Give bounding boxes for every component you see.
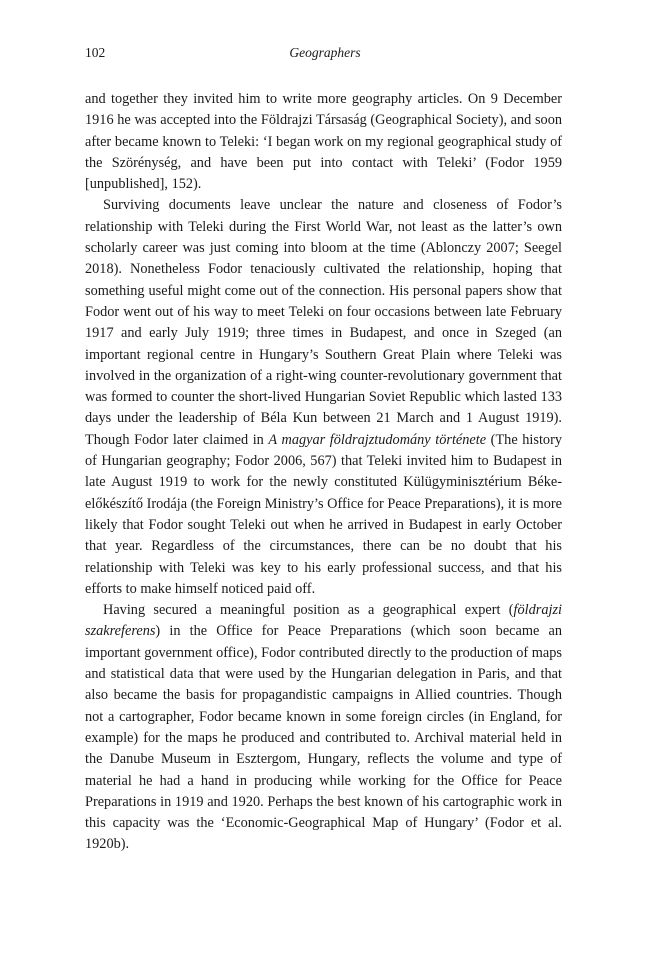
body-text xyxy=(85,89,562,856)
paragraph-3 xyxy=(85,600,562,856)
paragraph-3-term: földrajzi szakreferens xyxy=(85,602,562,640)
paragraph-2-book-title: A magyar földrajztudomány története xyxy=(268,431,487,448)
paragraph-3-text-a: Having secured a meaningful position as a geographical expert ( xyxy=(103,602,514,619)
paragraph-2 xyxy=(85,195,562,600)
paragraph-2-text-a: Surviving documents leave unclear the nature and closeness of Fodor’s relationship with Teleki during the First World War, not least as the latter’s own scholarly career was just coming into bloom at the time (Ablonczy 2007; Seegel 2018). Nonetheless Fodor tenaciously cultivated the relationship, hoping that something useful might come out of the connection. His personal papers show that Fodor went out of his way to meet Teleki on four occasions between late February 1917 and early July 1919; three times in Budapest, and once in Szeged (an important regional centre in Hungary’s Southern Great Plain where Teleki was involved in the organization of a right-wing counter-revolutionary government that was formed to counter the short-lived Hungarian Soviet Republic which lasted 133 days under the leadership of Béla Kun between 21 March and 1 August 1919). Though Fodor later claimed in xyxy=(85,197,562,448)
page-number: 102 xyxy=(85,45,106,60)
paragraph-3-text-b: ) in the Office for Peace Preparations (which soon became an important government office), Fodor contributed directly to the production of maps and statistical data that were used by the Hungarian delegation in Paris, and that also became the basis for propagandistic campaigns in Allied countries. Though not a cartographer, Fodor became known in some foreign circles (in England, for example) for the maps he produced and contributed to. Archival material held in the Danube Museum in Esztergom, Hungary, reflects the volume and type of material he had a hand in producing while working for the Office for Peace Preparations in 1919 and 1920. Perhaps the best known of his cartographic work in this capacity was the ‘Economic-Geographical Map of Hungary’ (Fodor et al. 1920b). xyxy=(85,623,562,853)
paragraph-1-text: and together they invited him to write more geography articles. On 9 December 1916 he was accepted into the Földrajzi Társaság (Geographical Society), and soon after became known to Teleki: ‘I began work on my regional geographical study of the Szörénység, and have been put into contact with Teleki’ (Fodor 1959 [unpublished], 152). xyxy=(85,91,562,193)
running-head: Geographers xyxy=(289,45,361,60)
paragraph-2-text-b: (The history of Hungarian geography; Fodor 2006, 567) that Teleki invited him to Budapest in late August 1919 to work for the newly constituted Külügyminisztérium Béke-előkészítő Irodája (the Foreign Ministry’s Office for Peace Preparations), it is more likely that Fodor sought Teleki out when he arrived in Budapest in early October that year. Regardless of the circumstances, there can be no doubt that his relationship with Teleki was key to his early professional success, and that his efforts to make himself noticed paid off. xyxy=(85,431,562,597)
paragraph-1 xyxy=(85,89,562,195)
